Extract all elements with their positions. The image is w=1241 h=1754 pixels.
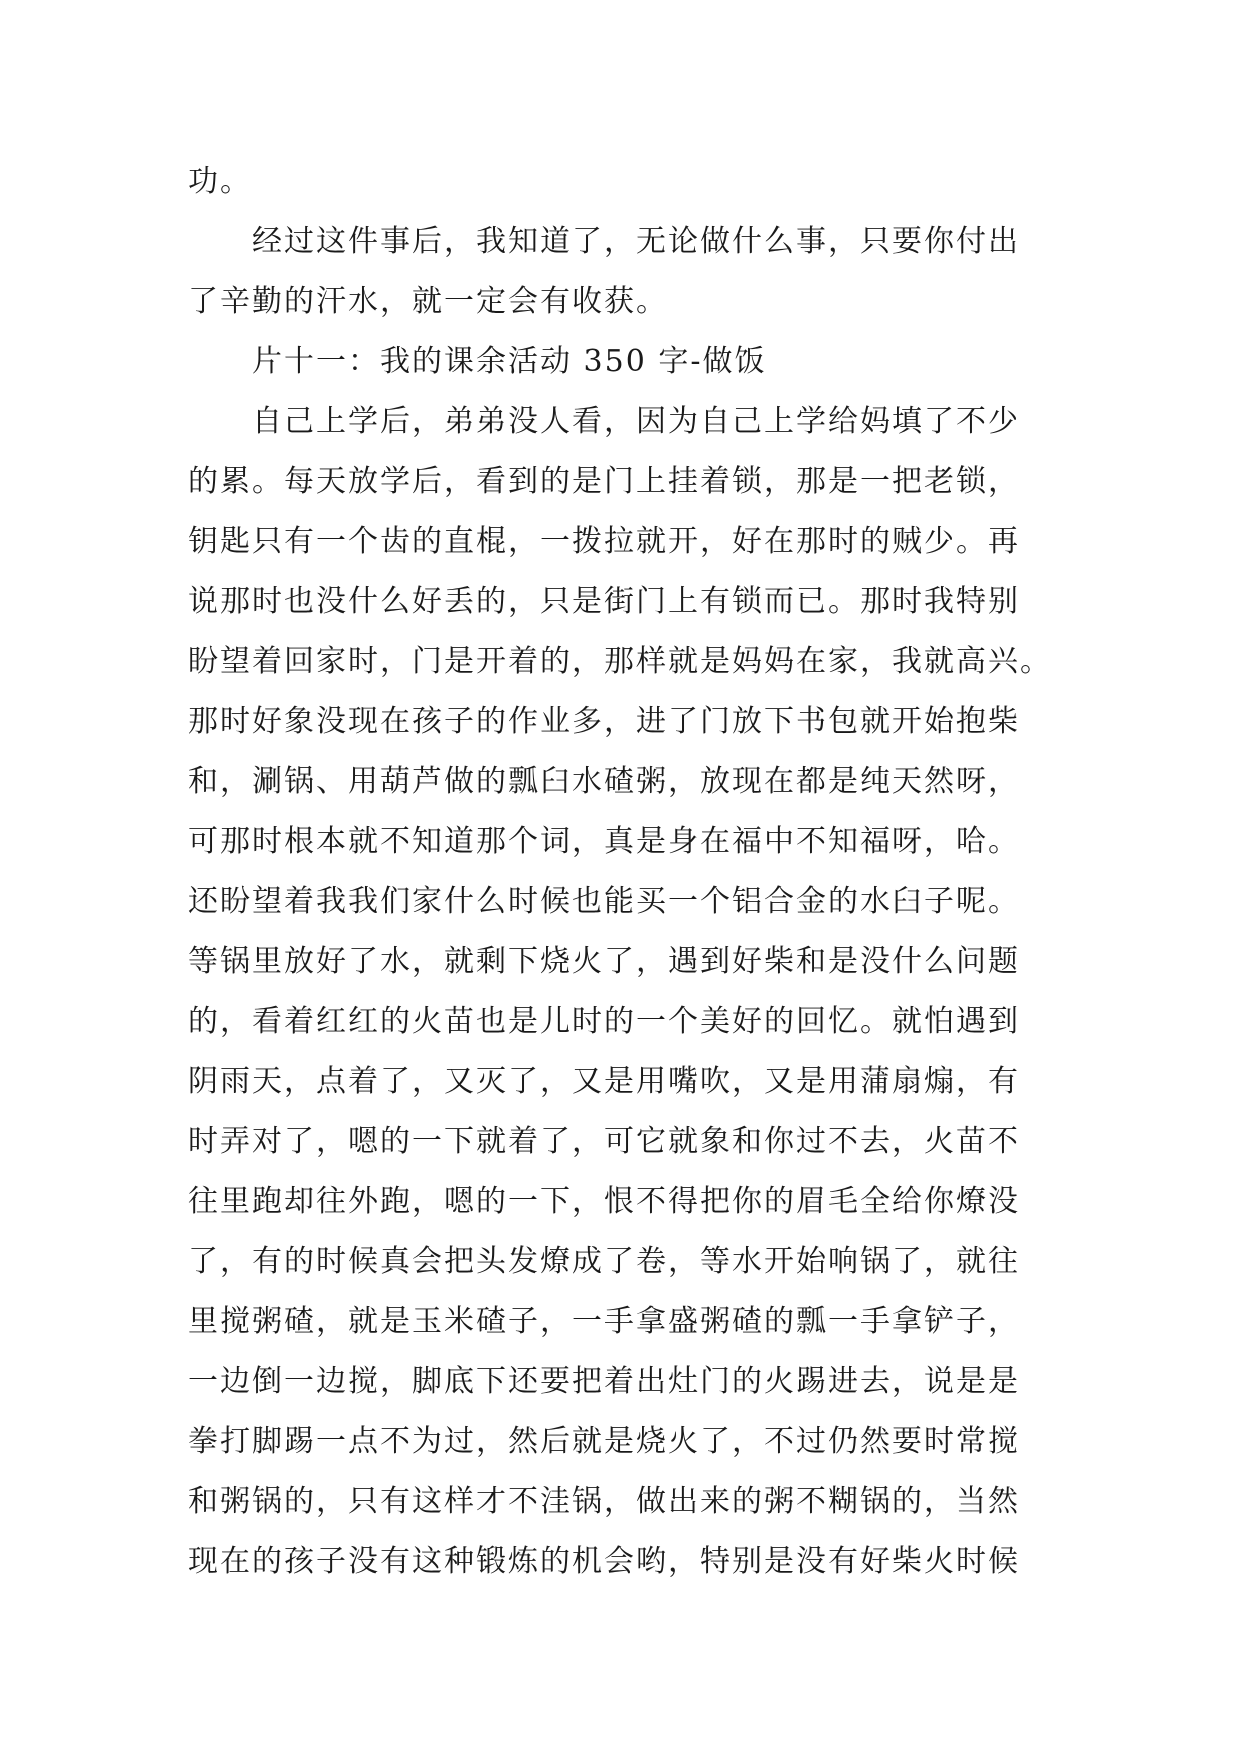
text-line: 和粥锅的，只有这样才不洼锅，做出来的粥不糊锅的，当然 [188,1484,1020,1519]
text-line: 现在的孩子没有这种锻炼的机会哟，特别是没有好柴火时候 [188,1544,1020,1579]
text-line: 钥匙只有一个齿的直棍，一拨拉就开，好在那时的贼少。再 [188,524,1020,559]
paragraph-fragment [188,152,1058,212]
text-line: 的，看着红红的火苗也是儿时的一个美好的回忆。就怕遇到 [188,1004,1020,1039]
paragraph-essay [188,392,1058,1592]
text-line: 一边倒一边搅，脚底下还要把着出灶门的火踢进去，说是是 [188,1364,1020,1399]
text-line: 拳打脚踢一点不为过，然后就是烧火了，不过仍然要时常搅 [188,1424,1020,1459]
text-line: 可那时根本就不知道那个词，真是身在福中不知福呀，哈。 [188,824,1020,859]
section-heading [188,332,1058,392]
text-line: 自己上学后，弟弟没人看，因为自己上学给妈填了不少 [252,404,1020,439]
text-line: 还盼望着我我们家什么时候也能买一个铝合金的水臼子呢。 [188,884,1020,919]
text-line: 那时好象没现在孩子的作业多，进了门放下书包就开始抱柴 [188,704,1020,739]
text-line: 盼望着回家时，门是开着的，那样就是妈妈在家，我就高兴。 [188,644,1052,679]
text-line: 往里跑却往外跑，嗯的一下，恨不得把你的眉毛全给你燎没 [188,1184,1020,1219]
section-title: 片十一：我的课余活动 350 字-做饭 [252,344,767,379]
text-line: 说那时也没什么好丢的，只是街门上有锁而已。那时我特别 [188,584,1020,619]
text-line: 里搅粥碴，就是玉米碴子，一手拿盛粥碴的瓢一手拿铲子， [188,1304,1020,1339]
text-line: 了辛勤的汗水，就一定会有收获。 [188,284,668,319]
text-line: 的累。每天放学后，看到的是门上挂着锁，那是一把老锁， [188,464,1020,499]
text-line: 等锅里放好了水，就剩下烧火了，遇到好柴和是没什么问题 [188,944,1020,979]
text-line: 阴雨天，点着了，又灭了，又是用嘴吹，又是用蒲扇煽，有 [188,1064,1020,1099]
text-line: 了，有的时候真会把头发燎成了卷，等水开始响锅了，就往 [188,1244,1020,1279]
text-line: 功。 [188,164,252,199]
body-text [188,152,1058,1592]
text-line: 时弄对了，嗯的一下就着了，可它就象和你过不去，火苗不 [188,1124,1020,1159]
paragraph-conclusion [188,212,1058,332]
text-line: 和，涮锅、用葫芦做的瓢臼水碴粥，放现在都是纯天然呀， [188,764,1020,799]
text-line: 经过这件事后，我知道了，无论做什么事，只要你付出 [252,224,1020,259]
